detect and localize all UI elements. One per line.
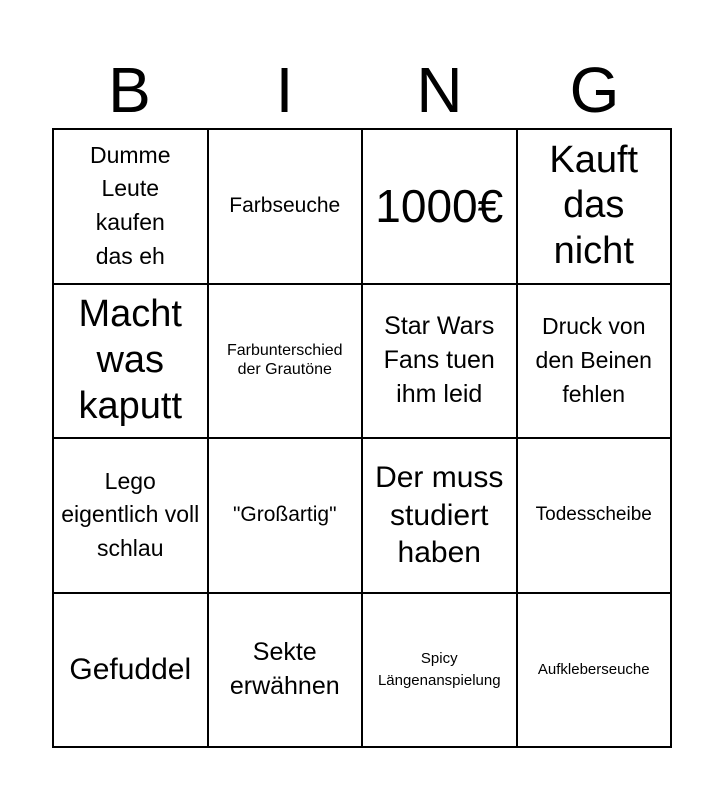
bingo-cell[interactable]: [518, 285, 673, 440]
cell-text: Star Wars Fans tuen ihm leid: [383, 312, 495, 408]
bingo-cell[interactable]: [209, 439, 364, 594]
header-letter-g: G: [569, 54, 620, 126]
bingo-cell[interactable]: [363, 130, 518, 285]
cell-text: Todesscheibe: [535, 504, 652, 526]
bingo-cell[interactable]: [363, 594, 518, 749]
cell-text: Macht was kaputt: [78, 293, 183, 427]
cell-text: Lego eigentlich voll schlau: [61, 467, 200, 562]
bingo-cell[interactable]: [363, 439, 518, 594]
header-letter-i: I: [275, 54, 294, 126]
cell-text: Gefuddel: [69, 653, 192, 686]
bingo-board: [52, 128, 672, 748]
cell-text: Farbseuche: [229, 194, 341, 218]
bingo-cell[interactable]: [518, 130, 673, 285]
cell-text: Kauft das nicht: [549, 138, 639, 273]
cell-text: Dumme Leute kaufen das eh: [89, 141, 171, 270]
cell-text: Druck von den Beinen fehlen: [535, 313, 652, 407]
bingo-cell[interactable]: [518, 594, 673, 749]
cell-text: Sekte erwähnen: [229, 638, 340, 700]
bingo-cell[interactable]: [54, 594, 209, 749]
bingo-cell[interactable]: [54, 130, 209, 285]
cell-text: Farbunterschied der Grautöne: [226, 342, 343, 378]
bingo-cell[interactable]: [54, 285, 209, 440]
bingo-cell[interactable]: [209, 594, 364, 749]
cell-text: 1000€: [375, 180, 504, 233]
header-letter-b: B: [108, 54, 151, 126]
cell-text: Aufkleberseuche: [537, 660, 650, 678]
bingo-cell[interactable]: [518, 439, 673, 594]
cell-text: Der muss studiert haben: [375, 461, 504, 569]
bingo-cell[interactable]: [54, 439, 209, 594]
header-letter-n: N: [416, 54, 463, 126]
bingo-cell[interactable]: [363, 285, 518, 440]
bingo-cell[interactable]: [209, 130, 364, 285]
bingo-cell[interactable]: [209, 285, 364, 440]
bingo-header: [52, 52, 672, 128]
cell-text: "Großartig": [232, 503, 337, 527]
cell-text: Spicy Längenanspielung: [377, 650, 501, 689]
